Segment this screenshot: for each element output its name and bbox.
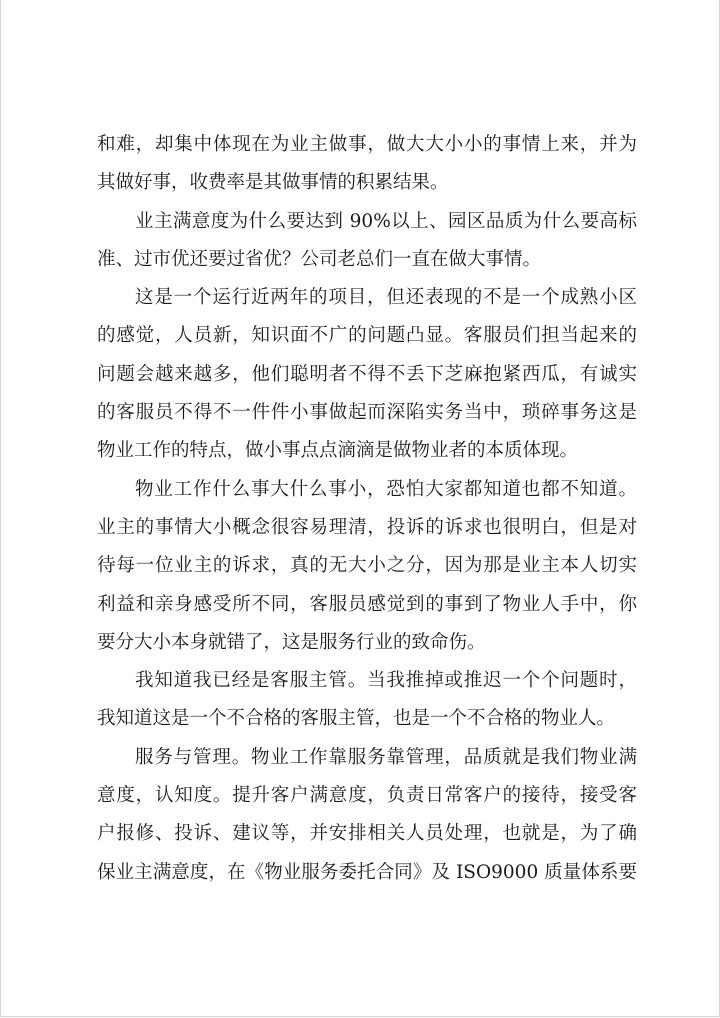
text-line: 和难，却集中体现在为业主做事，做大大小小的事情上来，并为 xyxy=(97,134,637,155)
text-line: 业主的事情大小概念很容易理清，投诉的诉求也很明白，但是对 xyxy=(97,516,637,538)
text-line: 保业主满意度，在《物业服务委托合同》及 ISO9000 质量体系要 xyxy=(97,861,637,883)
paragraph xyxy=(97,126,637,203)
text-line: 意度，认知度。提升客户满意度，负责日常客户的接待，接受客 xyxy=(97,785,637,807)
text-line: 问题会越来越多，他们聪明者不得不丢下芝麻抱紧西瓜，有诚实 xyxy=(97,363,637,385)
text-line: 的客服员不得不一件件小事做起而深陷实务当中，琐碎事务这是 xyxy=(97,402,637,424)
text-line: 其做好事，收费率是其做事情的积累结果。 xyxy=(97,172,449,194)
paragraph xyxy=(97,203,637,280)
paragraph xyxy=(97,471,637,662)
text-line: 利益和亲身感受所不同，客服员感觉到的事到了物业人手中，你 xyxy=(97,593,637,615)
text-line: 业主满意度为什么要达到 90%以上、园区品质为什么要高标 xyxy=(135,210,637,232)
text-line: 待每一位业主的诉求，真的无大小之分，因为那是业主本人切实 xyxy=(97,555,637,577)
document-body xyxy=(97,126,637,892)
text-line: 准、过市优还要过省优？公司老总们一直在做大事情。 xyxy=(97,248,542,270)
text-line: 的感觉，人员新，知识面不广的问题凸显。客服员们担当起来的 xyxy=(97,325,637,347)
text-line: 物业工作的特点，做小事点点滴滴是做物业者的本质体现。 xyxy=(97,440,579,462)
text-line: 我知道这是一个不合格的客服主管，也是一个不合格的物业人。 xyxy=(97,708,616,730)
paragraph xyxy=(97,662,637,739)
text-line: 我知道我已经是客服主管。当我推掉或推迟一个个问题时， xyxy=(135,670,637,692)
text-line: 户报修、投诉、建议等，并安排相关人员处理，也就是，为了确 xyxy=(97,823,637,845)
text-line: 这是一个运行近两年的项目，但还表现的不是一个成熟小区 xyxy=(135,287,637,309)
paragraph xyxy=(97,739,637,892)
text-line: 要分大小本身就错了，这是服务行业的致命伤。 xyxy=(97,631,486,653)
text-line: 服务与管理。物业工作靠服务靠管理，品质就是我们物业满 xyxy=(135,746,637,768)
paragraph xyxy=(97,279,637,470)
text-line: 物业工作什么事大什么事小，恐怕大家都知道也都不知道。 xyxy=(135,478,637,500)
